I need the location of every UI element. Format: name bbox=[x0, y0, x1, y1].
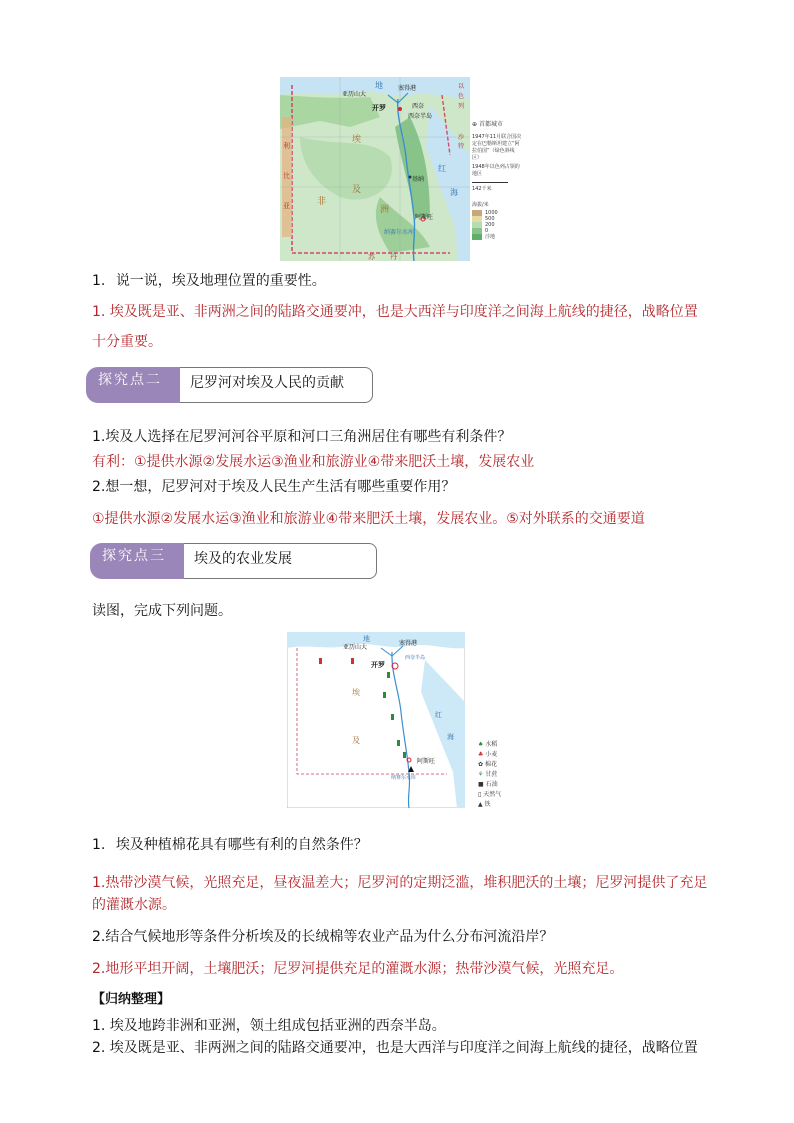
map2-label-lake: 纳赛尔水库 bbox=[391, 775, 417, 781]
legend-note1: 1947年11月联合国决定在巴勒斯坦建立“阿拉伯国”（绿色斜线区） bbox=[472, 134, 522, 161]
map2-label-sinai: 西奈半岛 bbox=[405, 655, 426, 661]
legend-rice: ♠ 水稻 bbox=[478, 741, 498, 748]
legend-elev-title: 海拔/米 bbox=[472, 202, 489, 208]
legend-note2: 1948年以色列占领的地区 bbox=[472, 164, 520, 177]
legend-oil: ■ 石油 bbox=[478, 781, 498, 788]
map1-label-hai: 海 bbox=[450, 188, 458, 197]
read-instruction: 读图，完成下列问题。 bbox=[92, 603, 232, 619]
section-2-title-box bbox=[180, 367, 373, 403]
egypt-agriculture-map bbox=[287, 632, 465, 808]
legend-cotton: ✿ 棉花 bbox=[478, 761, 497, 768]
map1-label-ya: 亚 bbox=[283, 202, 290, 210]
map1-label-fei: 非 bbox=[317, 197, 327, 207]
summary-heading: 【归纳整理】 bbox=[92, 992, 171, 1007]
gas-icon: ▯ bbox=[478, 791, 484, 798]
map1-label-sha: 沙 bbox=[458, 134, 465, 141]
elev-row-3: 200 bbox=[472, 222, 522, 228]
map2-legend bbox=[478, 740, 518, 810]
answer-3: ①提供水源②发展水运③渔业和旅游业④带来肥沃土壤，发展农业。⑤对外联系的交通要道 bbox=[92, 511, 645, 527]
map1-label-aswan: 阿斯旺 bbox=[415, 214, 434, 221]
rice-icon: ♠ bbox=[478, 741, 486, 748]
question-5: 2.结合气候地形等条件分析埃及的长绒棉等农业产品为什么分布河流沿岸？ bbox=[92, 929, 554, 945]
summary-line-2: 2. 埃及既是亚、非两洲之间的陆路交通要冲，也是大西洋与印度洋之间海上航线的捷径，战略位置 bbox=[92, 1040, 698, 1056]
answer-4-line2: 的灌溉水源。 bbox=[92, 897, 176, 913]
map2-label-ai: 埃 bbox=[352, 688, 360, 697]
legend-capital: ⊕ 首都城市 bbox=[472, 121, 503, 128]
oil-icon: ■ bbox=[478, 781, 486, 788]
map2-label-cairo: 开罗 bbox=[371, 661, 385, 669]
map1-label-ai: 埃 bbox=[352, 135, 362, 145]
section-3-title: 埃及的农业发展 bbox=[194, 551, 292, 567]
legend-gas: ▯ 天然气 bbox=[478, 791, 502, 798]
question-2: 1.埃及人选择在尼罗河河谷平原和河口三角洲居住有哪些有利条件？ bbox=[92, 429, 512, 445]
map1-label-su: 苏 bbox=[368, 253, 375, 261]
question-3: 2.想一想，尼罗河对于埃及人民生产生活有哪些重要作用？ bbox=[92, 479, 456, 495]
map1-label-hong: 红 bbox=[438, 164, 446, 173]
map2-label-ji: 及 bbox=[352, 736, 360, 745]
legend-sugarcane: ⚘ 甘蔗 bbox=[478, 771, 498, 778]
map1-label-suez: 塞得港 bbox=[398, 85, 417, 92]
question-1-num: 1. bbox=[92, 273, 106, 289]
map2-svg bbox=[287, 632, 465, 808]
question-4 bbox=[92, 834, 368, 856]
map1-label-alex: 亚历山大 bbox=[342, 91, 367, 98]
map2-label-di: 地 bbox=[363, 635, 370, 643]
map1-label-dan: 丹 bbox=[390, 253, 397, 261]
egypt-topographic-map bbox=[280, 77, 470, 261]
map1-label-sinai: 西奈 bbox=[412, 103, 425, 110]
section-2-title: 尼罗河对埃及人民的贡献 bbox=[190, 375, 344, 391]
map2-label-alex: 亚历山大 bbox=[343, 644, 368, 651]
section-3-tag: 探究点三 bbox=[90, 543, 186, 579]
map2-label-hai: 海 bbox=[447, 733, 454, 741]
iron-icon: ▲ bbox=[478, 801, 485, 808]
question-4-text: 埃及种植棉花具有哪些有利的自然条件？ bbox=[115, 837, 368, 853]
map1-label-zhou: 洲 bbox=[380, 205, 390, 215]
elev-row-4: 0 bbox=[472, 228, 522, 234]
capital-icon: ⊕ bbox=[472, 121, 479, 128]
section-3-header bbox=[90, 543, 378, 579]
map1-label-yi: 以 bbox=[458, 83, 465, 90]
map1-label-qena: 基纳 bbox=[412, 176, 425, 183]
answer-2: 有利：①提供水源②发展水运③渔业和旅游业④带来肥沃土壤，发展农业 bbox=[92, 454, 535, 470]
map1-label-sinai-peninsula: 西奈半岛 bbox=[408, 113, 433, 120]
map1-label-sea: 地 bbox=[375, 81, 383, 90]
sugarcane-icon: ⚘ bbox=[478, 771, 486, 778]
map2-label-suez: 塞得港 bbox=[399, 640, 418, 647]
section-2-tag: 探究点二 bbox=[86, 367, 182, 403]
map2-label-hong: 红 bbox=[435, 711, 442, 719]
question-1 bbox=[92, 270, 326, 292]
elev-row-5: 洼地 bbox=[472, 234, 522, 240]
map1-label-lake: 纳赛尔水库 bbox=[384, 229, 415, 236]
answer-1 bbox=[92, 300, 712, 354]
map1-label-bi: 比 bbox=[283, 172, 290, 180]
answer-1-line1: 1. 埃及既是亚、非两洲之间的陆路交通要冲，也是大西洋与印度洋之间海上航线的捷径，战略位置 bbox=[92, 304, 698, 320]
answer-4-line1: 1.热带沙漠气候，光照充足，昼夜温差大；尼罗河的定期泛滥，堆积肥沃的土壤；尼罗河提供了充足 bbox=[92, 875, 708, 891]
section-3-title-box bbox=[184, 543, 377, 579]
cairo-marker bbox=[398, 107, 402, 111]
answer-5: 2.地形平坦开阔，土壤肥沃；尼罗河提供充足的灌溉水源；热带沙漠气候，光照充足。 bbox=[92, 961, 624, 977]
map1-label-lie: 列 bbox=[458, 103, 465, 110]
map1-label-cairo: 开罗 bbox=[372, 104, 386, 112]
question-4-num: 1. bbox=[92, 837, 106, 853]
cotton-icon: ✿ bbox=[478, 761, 485, 768]
map1-label-te: 特 bbox=[458, 143, 465, 150]
legend-scale: 142千米 bbox=[472, 182, 508, 194]
map1-legend bbox=[472, 120, 522, 240]
question-1-text: 说一说，埃及地理位置的重要性。 bbox=[115, 273, 326, 289]
answer-4 bbox=[92, 872, 712, 916]
answer-1-line2: 十分重要。 bbox=[92, 334, 162, 350]
section-2-header bbox=[86, 367, 374, 403]
map2-label-aswan: 阿斯旺 bbox=[417, 758, 436, 765]
legend-iron: ▲ 铁 bbox=[478, 801, 491, 808]
map1-label-li: 利 bbox=[283, 142, 290, 150]
summary-line-1: 1. 埃及地跨非洲和亚洲，领土组成包括亚洲的西奈半岛。 bbox=[92, 1018, 446, 1034]
elev-row-2: 500 bbox=[472, 216, 522, 222]
elev-row-1: 1000 bbox=[472, 210, 522, 216]
wheat-icon: ♣ bbox=[478, 751, 486, 758]
map1-label-se: 色 bbox=[458, 93, 465, 100]
legend-wheat: ♣ 小麦 bbox=[478, 751, 498, 758]
map1-label-ji: 及 bbox=[352, 185, 362, 195]
